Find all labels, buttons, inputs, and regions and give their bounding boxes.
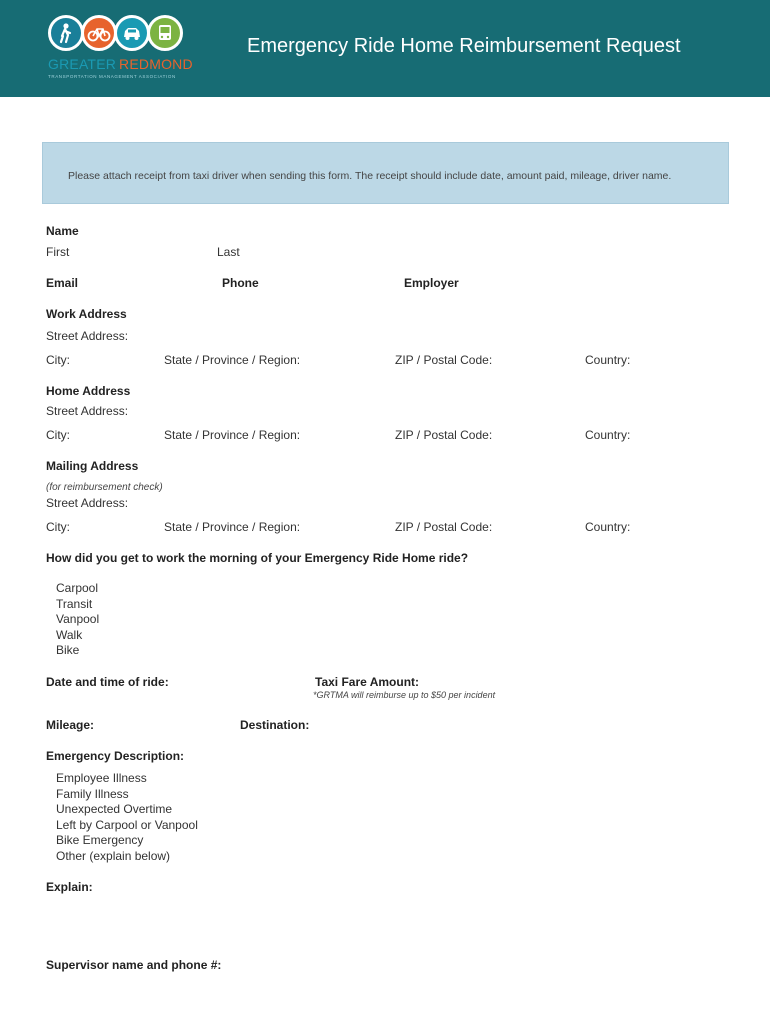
work-city-label: City: [46, 353, 70, 367]
taxi-fare-label: Taxi Fare Amount: [315, 675, 420, 689]
name-heading: Name [46, 224, 79, 238]
emergency-option-bike-emergency[interactable]: Bike Emergency [56, 833, 144, 847]
logo-tagline: TRANSPORTATION MANAGEMENT ASSOCIATION [48, 74, 176, 79]
receipt-notice [42, 142, 729, 204]
commute-option-bike[interactable]: Bike [56, 643, 80, 657]
home-state-label: State / Province / Region: [164, 428, 301, 442]
commute-option-walk[interactable]: Walk [56, 627, 83, 642]
emergency-option-left-by-carpool[interactable]: Left by Carpool or Vanpool [56, 817, 198, 832]
supervisor-label: Supervisor name and phone #: [46, 958, 222, 972]
mileage-label: Mileage: [46, 718, 95, 732]
emergency-description-heading: Emergency Description: [46, 749, 185, 763]
explain-label: Explain: [46, 880, 93, 894]
first-name-label: First [46, 245, 70, 259]
work-state-label: State / Province / Region: [164, 353, 301, 367]
home-zip-label: ZIP / Postal Code: [395, 428, 493, 442]
work-country-label: Country: [585, 353, 631, 367]
commute-question: How did you get to work the morning of your Emergency Ride Home ride? [46, 551, 469, 565]
commute-option-vanpool[interactable]: Vanpool [56, 612, 100, 626]
logo-wordmark: GREATER REDMOND [48, 56, 193, 72]
employer-label: Employer [404, 276, 459, 290]
date-time-label: Date and time of ride: [46, 675, 169, 689]
emergency-option-family-illness[interactable]: Family Illness [56, 786, 129, 801]
home-city-label: City: [46, 428, 70, 442]
home-country-label: Country: [585, 428, 631, 442]
page-header [0, 0, 770, 97]
work-zip-label: ZIP / Postal Code: [395, 353, 493, 367]
taxi-fare-note: *GRTMA will reimburse up to $50 per incident [313, 690, 496, 700]
commute-option-carpool[interactable]: Carpool [56, 581, 99, 595]
mailing-state-label: State / Province / Region: [164, 520, 301, 534]
greater-redmond-logo [48, 15, 193, 81]
emergency-option-unexpected-overtime[interactable]: Unexpected Overtime [56, 802, 173, 816]
phone-label: Phone [222, 276, 259, 290]
last-name-label: Last [217, 245, 240, 259]
mailing-zip-label: ZIP / Postal Code: [395, 520, 493, 534]
car-icon [114, 15, 150, 51]
destination-label: Destination: [240, 718, 310, 732]
commute-option-transit[interactable]: Transit [56, 596, 93, 611]
mailing-country-label: Country: [585, 520, 631, 534]
bicycle-icon [81, 15, 117, 51]
page-title: Emergency Ride Home Reimbursement Request [247, 35, 681, 57]
work-street-label: Street Address: [46, 329, 129, 343]
receipt-notice-text: Please attach receipt from taxi driver when sending this form. The receipt should include date, amount paid, mileage, driver name. [68, 170, 672, 182]
work-address-heading: Work Address [46, 307, 127, 321]
mailing-street-label: Street Address: [46, 496, 129, 510]
emergency-options [56, 771, 198, 864]
commute-options [56, 581, 99, 659]
emergency-option-other[interactable]: Other (explain below) [56, 848, 171, 863]
emergency-option-employee-illness[interactable]: Employee Illness [56, 771, 147, 785]
home-street-label: Street Address: [46, 404, 129, 418]
bus-icon [147, 15, 183, 51]
email-label: Email [46, 276, 79, 290]
mailing-address-heading: Mailing Address [46, 459, 139, 473]
home-address-heading: Home Address [46, 384, 131, 398]
mailing-address-note: (for reimbursement check) [46, 482, 163, 493]
pedestrian-icon [48, 15, 84, 51]
mailing-city-label: City: [46, 520, 70, 534]
